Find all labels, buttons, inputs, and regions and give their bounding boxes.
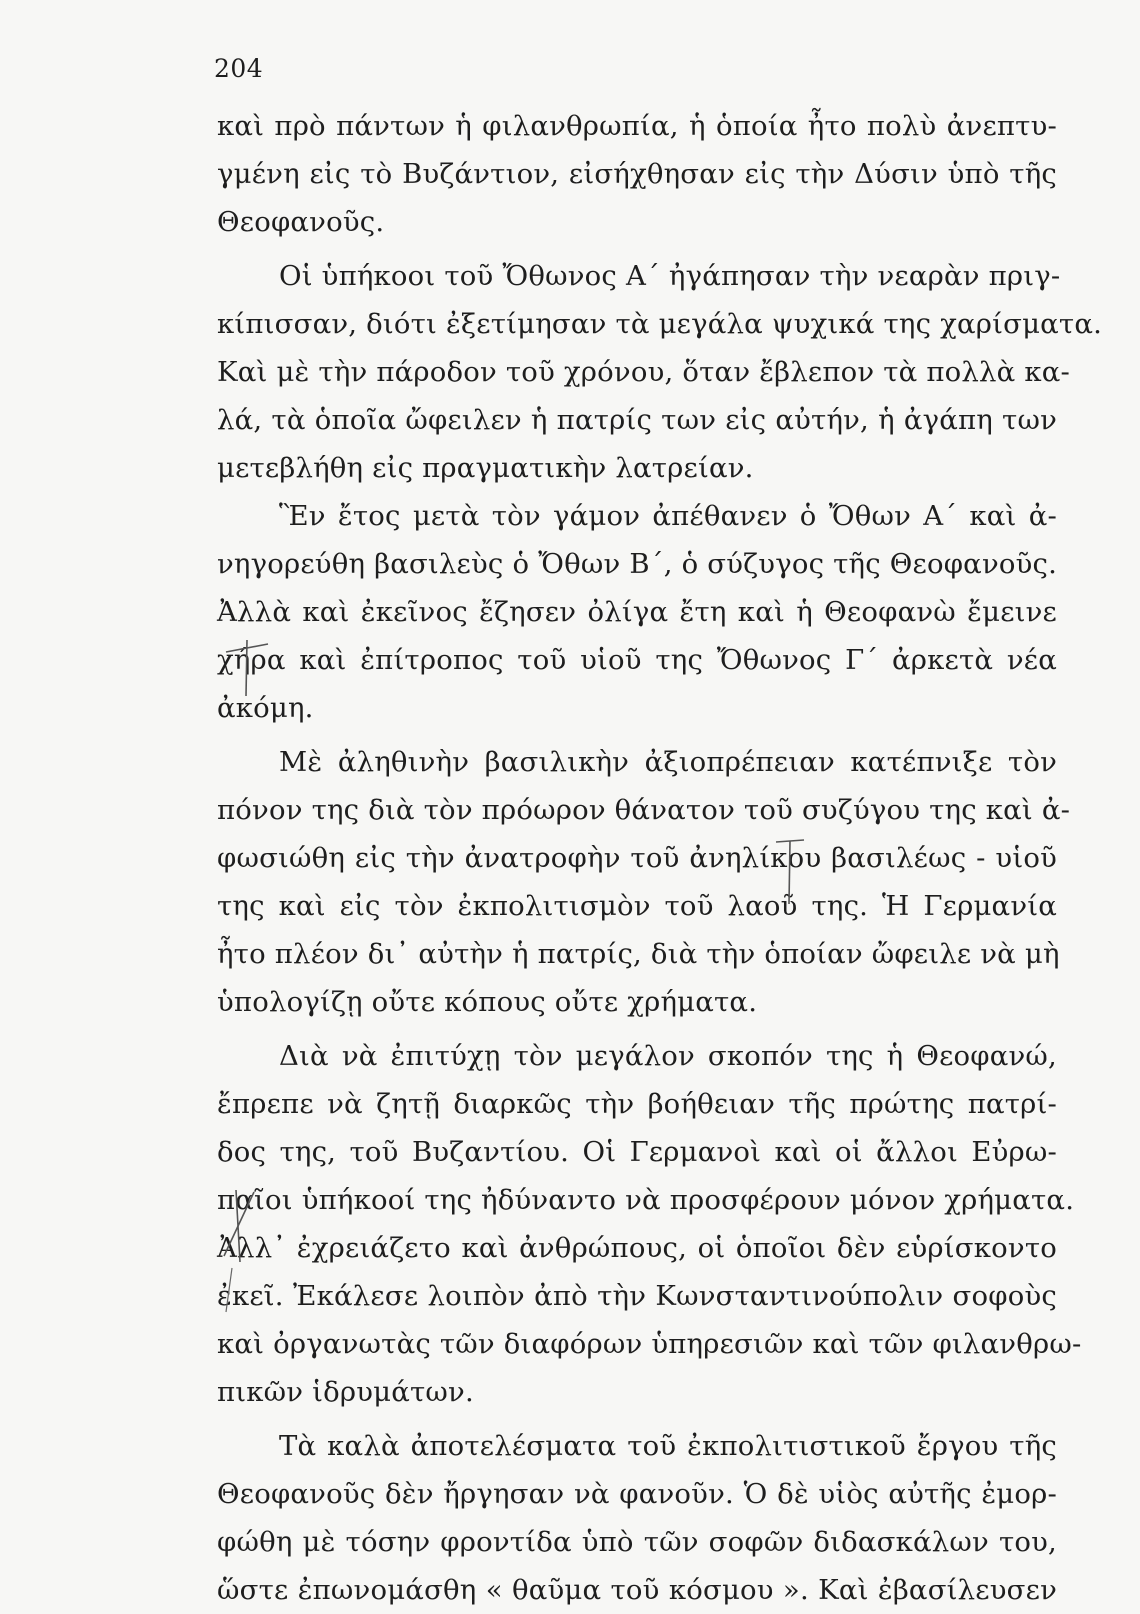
text-line: Θεοφανοῦς δὲν ἤργησαν νὰ φανοῦν. Ὁ δὲ υἱὸς αὐτῆς ἐμορ- <box>217 1478 1057 1510</box>
text-line: λά, τὰ ὁποῖα ὤφειλεν ἡ πατρίς των εἰς αὐτήν, ἡ ἀγάπη των <box>217 404 1057 436</box>
text-line: Τὰ καλὰ ἀποτελέσματα τοῦ ἐκπολιτιστικοῦ ἔργου τῆς <box>279 1430 1057 1462</box>
paragraph <box>217 1032 1082 1416</box>
page-number: 204 <box>214 54 264 83</box>
paragraph <box>217 492 1057 732</box>
text-line: κίπισσαν, διότι ἐξετίμησαν τὰ μεγάλα ψυχικά της χαρίσματα. <box>217 308 1103 340</box>
text-line: της καὶ εἰς τὸν ἐκπολιτισμὸν τοῦ λαοῦ της. Ἡ Γερμανία <box>217 890 1057 922</box>
text-line: πόνον της διὰ τὸν πρόωρον θάνατον τοῦ συζύγου της καὶ ἀ- <box>217 794 1071 826</box>
text-line: μετεβλήθη εἰς πραγματικὴν λατρείαν. <box>217 452 754 484</box>
text-line: καὶ πρὸ πάντων ἡ φιλανθρωπία, ἡ ὁποία ἦτο πολὺ ἀνεπτυ- <box>217 110 1057 142</box>
text-line: Ἀλλὰ καὶ ἐκεῖνος ἔζησεν ὀλίγα ἔτη καὶ ἡ Θεοφανὼ ἔμεινε <box>217 596 1057 628</box>
text-line: ἐκεῖ. Ἐκάλεσε λοιπὸν ἀπὸ τὴν Κωνσταντινούπολιν σοφοὺς <box>217 1280 1057 1312</box>
body-text <box>217 102 1103 1614</box>
text-line: πικῶν ἱδρυμάτων. <box>217 1376 474 1408</box>
text-line: γμένη εἰς τὸ Βυζάντιον, εἰσήχθησαν εἰς τὴν Δύσιν ὑπὸ τῆς <box>217 158 1057 190</box>
text-line: Ἀλλ᾽ ἐχρειάζετο καὶ ἀνθρώπους, οἱ ὁποῖοι δὲν εὑρίσκοντο <box>217 1232 1057 1264</box>
paragraph <box>217 738 1071 1026</box>
text-line: Οἱ ὑπήκοοι τοῦ Ὄθωνος Α΄ ἠγάπησαν τὴν νεαρὰν πριγ- <box>279 260 1061 292</box>
paragraph <box>217 1422 1057 1614</box>
text-line: παῖοι ὑπήκοοί της ἠδύναντο νὰ προσφέρουν μόνον χρήματα. <box>217 1184 1075 1216</box>
text-line: καὶ ὀργανωτὰς τῶν διαφόρων ὑπηρεσιῶν καὶ τῶν φιλανθρω- <box>217 1328 1082 1360</box>
paragraph <box>217 102 1057 246</box>
text-line: Καὶ μὲ τὴν πάροδον τοῦ χρόνου, ὅταν ἔβλεπον τὰ πολλὰ κα- <box>217 356 1070 388</box>
text-line: φωσιώθη εἰς τὴν ἀνατροφὴν τοῦ ἀνηλίκου βασιλέως - υἱοῦ <box>217 842 1057 874</box>
text-line: ἔπρεπε νὰ ζητῇ διαρκῶς τὴν βοήθειαν τῆς πρώτης πατρί- <box>217 1088 1057 1120</box>
text-line: δος της, τοῦ Βυζαντίου. Οἱ Γερμανοὶ καὶ οἱ ἄλλοι Εὐρω- <box>217 1136 1057 1168</box>
text-line: νηγορεύθη βασιλεὺς ὁ Ὄθων Β΄, ὁ σύζυγος τῆς Θεοφανοῦς. <box>217 548 1058 580</box>
text-line: Διὰ νὰ ἐπιτύχῃ τὸν μεγάλον σκοπόν της ἡ Θεοφανώ, <box>279 1040 1057 1072</box>
text-line: ὥστε ἐπωνομάσθη « θαῦμα τοῦ κόσμου ». Καὶ ἐβασίλευσεν <box>217 1574 1057 1606</box>
text-line: Θεοφανοῦς. <box>217 206 385 238</box>
text-line: ὑπολογίζῃ οὔτε κόπους οὔτε χρήματα. <box>217 986 758 1018</box>
text-line: ἀκόμη. <box>217 692 314 724</box>
text-line: φώθη μὲ τόσην φροντίδα ὑπὸ τῶν σοφῶν διδασκάλων του, <box>217 1526 1057 1558</box>
text-line: ἦτο πλέον δι᾽ αὐτὴν ἡ πατρίς, διὰ τὴν ὁποίαν ὤφειλε νὰ μὴ <box>217 938 1060 970</box>
text-line: Μὲ ἀληθινὴν βασιλικὴν ἀξιοπρέπειαν κατέπνιξε τὸν <box>279 746 1057 778</box>
text-line: Ἓν ἔτος μετὰ τὸν γάμον ἀπέθανεν ὁ Ὄθων Α΄ καὶ ἀ- <box>279 500 1057 532</box>
text-line: χήρα καὶ ἐπίτροπος τοῦ υἱοῦ της Ὄθωνος Γ΄ ἀρκετὰ νέα <box>217 644 1057 676</box>
paragraph <box>217 252 1103 492</box>
